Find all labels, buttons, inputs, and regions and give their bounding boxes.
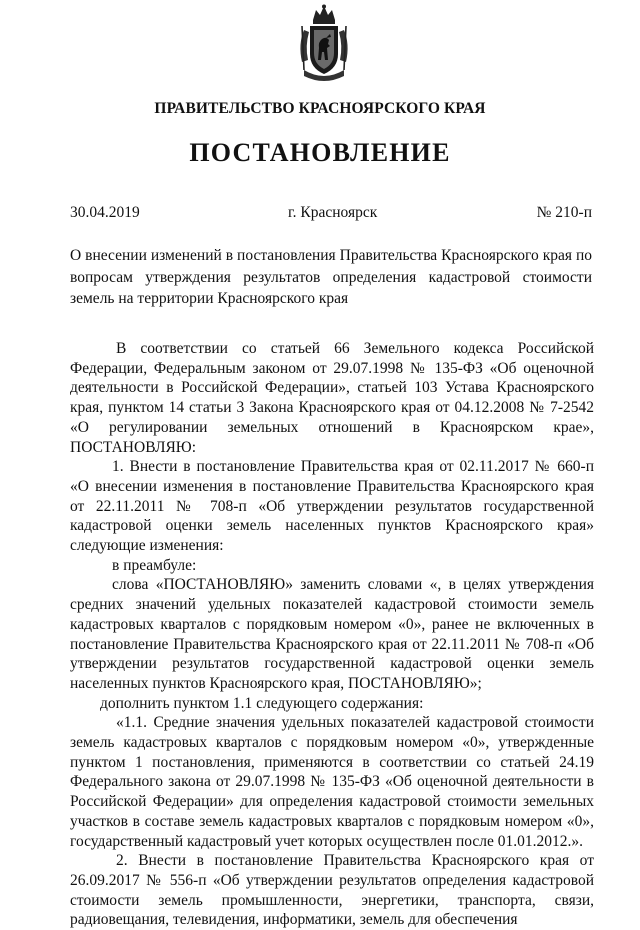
item-1-paragraph: 1. Внести в постановление Правительства края от 02.11.2017 № 660-п «О внесении изменения в постановление Правительства Красноярского края от 22.11.2011 № 708-п «Об утверждении результатов государственной кадастровой оценки земель населенных пунктов Красноярского края» следующие изменения:: [70, 458, 594, 555]
document-city: г. Красноярск: [288, 204, 378, 221]
replace-words-paragraph: слова «ПОСТАНОВЛЯЮ» заменить словами «, в целях утверждения средних значений удельных показателей кадастровой стоимости земель кадастровых кварталов с порядковым номером «0», ранее не включенных в постановление Правительства Красноярского края от 22.11.2011 № 708-п «Об утверждении результатов государственной кадастровой оценки земель населенных пунктов Красноярского края, ПОСТАНОВЛЯЮ»;: [70, 576, 594, 692]
government-name: ПРАВИТЕЛЬСТВО КРАСНОЯРСКОГО КРАЯ: [154, 100, 486, 117]
document-date: 30.04.2019: [70, 204, 140, 221]
krasnoyarsk-coat-of-arms-icon: [296, 4, 352, 86]
document-body: [70, 339, 594, 930]
add-point-paragraph: дополнить пунктом 1.1 следующего содержания:: [100, 694, 424, 712]
item-2-paragraph: 2. Внести в постановление Правительства Красноярского края от 26.09.2017 № 556-п «Об утверждении результатов определения кадастровой стоимости земель промышленности, энергетики, транспорта, связи, радиовещания, телевидения, информатики, земель для обеспечения: [70, 852, 594, 929]
preamble-paragraph: В соответствии со статьей 66 Земельного кодекса Российской Федерации, Федеральным законом от 29.07.1998 № 135-ФЗ «Об оценочной деятельности в Российской Федерации», статьей 103 Устава Красноярского края, пунктом 14 статьи 3 Закона Красноярского края от 04.12.2008 № 7-2542 «О регулировании земельных отношений в Красноярском крае», ПОСТАНОВЛЯЮ:: [70, 340, 594, 456]
document-subject: О внесении изменений в постановления Правительства Красноярского края по вопросам утверждения результатов определения кадастровой стоимости земель на территории Красноярского края: [70, 247, 592, 307]
point-1-1-paragraph: «1.1. Средние значения удельных показателей кадастровой стоимости земель кадастровых кварталов с порядковым номером «0», утвержденные пунктом 1 постановления, применяются в соответствии со статьей 24.19 Федерального закона от 29.07.1998 № 135-ФЗ «Об оценочной деятельности в Российской Федерации» для определения кадастровой стоимости земельных участков в составе земель кадастровых кварталов с порядковым номером «0», государственный кадастровый учет которых осуществлен после 01.01.2012.».: [70, 714, 594, 850]
document-number: № 210-п: [536, 204, 592, 221]
document-type-title: ПОСТАНОВЛЕНИЕ: [189, 138, 451, 167]
in-preamble-paragraph: в преамбуле:: [112, 556, 197, 574]
